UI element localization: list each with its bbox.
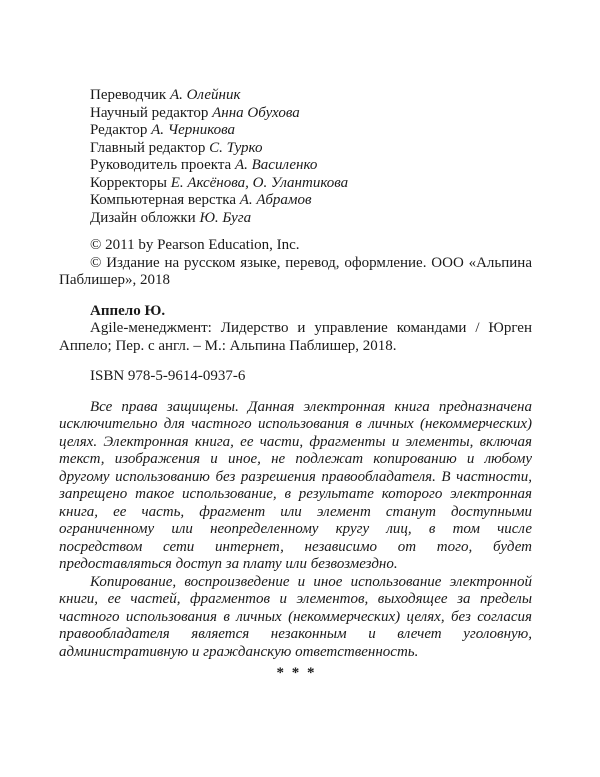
credit-name: А. Василенко	[234, 157, 318, 173]
credit-line-editor	[90, 122, 532, 140]
isbn-line: ISBN 978-5-9614-0937-6	[90, 368, 246, 384]
text-line: © Издание на русском языке, перевод, оформление. ООО «Альпина	[90, 254, 532, 271]
text-line: предоставляться доступ за плату или безвозмездно.	[59, 556, 398, 572]
credit-role: Корректоры	[90, 174, 167, 191]
credit-line-layout	[90, 192, 532, 210]
credit-name: Анна Обухова	[212, 104, 300, 121]
citation-author: Аппело Ю.	[90, 302, 166, 319]
text-line: исключительно для частного использования в личных (некоммерческих)	[59, 416, 532, 432]
citation-block	[59, 303, 532, 356]
text-line: целях. Электронная книга, ее части, фрагменты и элементы, включая	[59, 433, 532, 450]
text-line: правообладателя является незаконным и влечет уголовную,	[59, 626, 532, 642]
text-line: частного использования в личных (некоммерческих) целях, без согласия	[59, 608, 532, 625]
credit-role: Редактор	[90, 122, 148, 138]
credit-name: Ю. Буга	[199, 209, 252, 226]
rights-paragraph-1	[59, 399, 532, 574]
credit-line-science-editor	[90, 105, 532, 123]
text-line: книги, ее частей, фрагментов и элементов, выходящее за пределы	[59, 591, 532, 607]
text-line: другому использованию без разрешения правообладателя. В частности,	[59, 468, 532, 485]
credit-name: А. Олейник	[169, 87, 241, 103]
copyright-original-line: © 2011 by Pearson Education, Inc.	[90, 237, 300, 253]
credit-line-project-manager	[90, 157, 532, 175]
credit-line-translator	[90, 87, 532, 105]
credit-name: С. Турко	[209, 139, 263, 156]
copyright-russian-edition-paragraph	[59, 255, 532, 290]
text-line: Agile-менеджмент: Лидерство и управление командами / Юрген	[90, 320, 532, 336]
text-line: запрещено такое использование, в результате которого электронная	[59, 486, 532, 502]
text-line: книга, ее часть, фрагмент или элемент станут доступными	[59, 503, 532, 520]
rights-paragraph-2	[59, 574, 532, 662]
credit-role: Компьютерная верстка	[90, 192, 236, 208]
credit-line-proofreaders	[90, 175, 532, 193]
text-line: Все права защищены. Данная электронная книга предназначена	[90, 398, 532, 415]
text-line: посредством сети интернет, независимо от того, будет	[59, 538, 532, 555]
credit-role: Главный редактор	[90, 139, 206, 156]
credit-role: Научный редактор	[90, 104, 209, 121]
text-line: текст, изображения и иное, не подлежат копированию и любому	[59, 451, 532, 467]
credit-line-cover-design	[90, 210, 532, 228]
credit-role: Руководитель проекта	[90, 157, 232, 173]
citation-paragraph	[59, 320, 532, 355]
text-line: ограниченному или неопределенному кругу лиц, в том числе	[59, 521, 532, 537]
page-content	[59, 87, 532, 683]
credit-name: А. Черникова	[151, 122, 236, 138]
credit-name: Е. Аксёнова, О. Улантикова	[170, 174, 349, 191]
credit-role: Переводчик	[90, 87, 167, 103]
text-line: Аппело; Пер. с англ. – М.: Альпина Паблишер, 2018.	[59, 337, 397, 354]
text-line: Копирование, воспроизведение и иное использование электронной	[90, 573, 532, 590]
asterisk-separator: * * *	[276, 665, 315, 681]
copyright-block	[59, 237, 532, 290]
credit-name: А. Абрамов	[239, 192, 312, 208]
credits-block	[90, 87, 532, 227]
credit-line-chief-editor	[90, 140, 532, 158]
text-line: Паблишер», 2018	[59, 272, 170, 288]
text-line: административную и гражданскую ответственность.	[59, 643, 419, 660]
credit-role: Дизайн обложки	[90, 209, 196, 226]
